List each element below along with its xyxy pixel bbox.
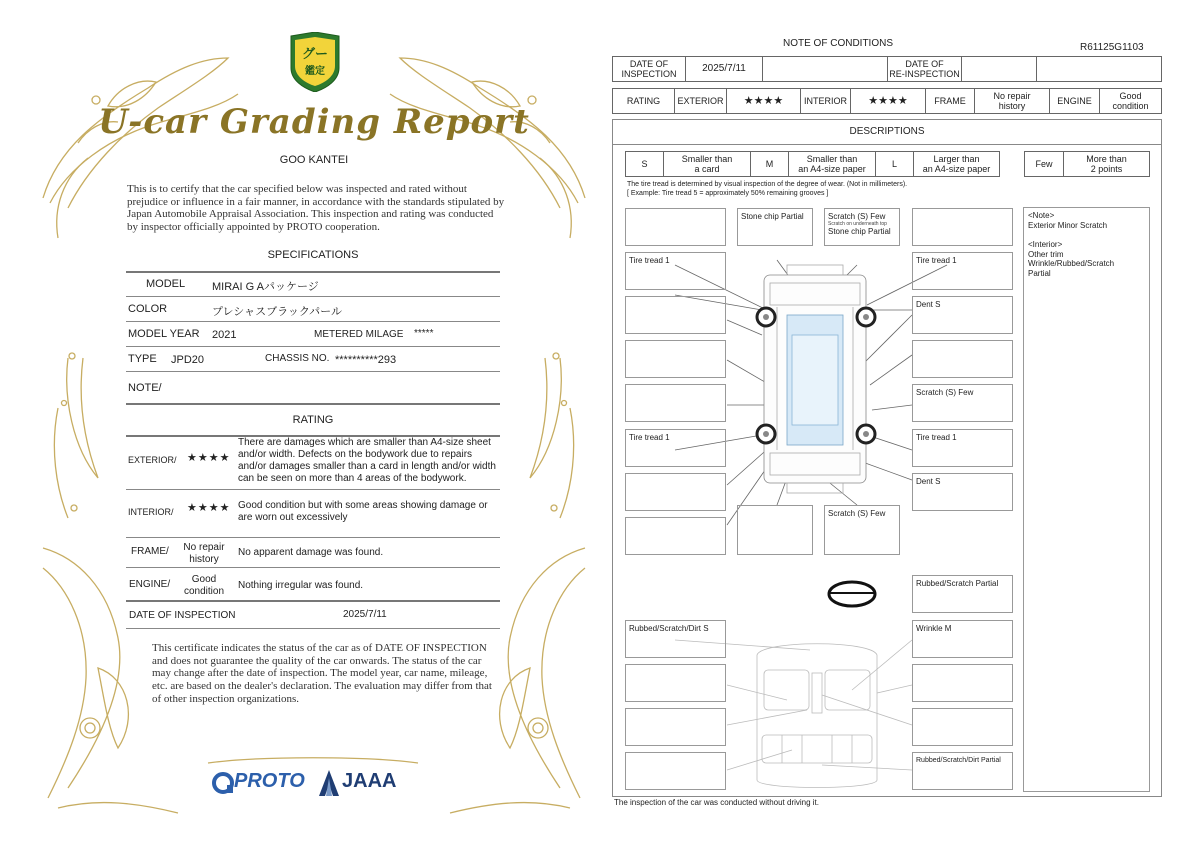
certify-paragraph: This is to certify that the car specified below was inspected and rated without prejudice or influence in a fair manner, in accordance with the standards stipulated by Japan Automobile Appraisal Association. This inspection and rating was conducted by inspector officially appointed by PROTO cooperation. [127,183,505,233]
legend-l-desc-2: an A4-size paper [922,164,991,174]
tire-note-2: [ Example: Tire tread 5 = approximately 50% remaining grooves ] [627,190,829,197]
frame-line1: No repair [993,91,1031,101]
certificate-footnote: This certificate indicates the status of the car as of DATE OF INSPECTION and does not guarantee the quality of the car onwards. The status of the car may change after the date of inspection. The model year, car name, mileage, etc. are based on the dealer's declaration. The evaluation may differ from that of other inspection organizations. [152,642,492,705]
damage-box-dent-1: Dent S [912,296,1013,334]
damage-box-front [824,208,900,246]
engine-value-line2: condition [183,586,225,597]
note-label: NOTE/ [128,382,162,394]
type-value: JPD20 [171,354,205,366]
note-line-3: Partial [1028,268,1051,278]
date-of-inspection-value: 2025/7/11 [343,609,387,620]
damage-box-empty [737,505,813,555]
legend-s: S [625,151,664,177]
note-panel [1023,207,1150,792]
damage-box-empty [912,208,1013,246]
legend-m-desc-2: an A4-size paper [798,164,866,174]
legend-s-desc [663,151,751,177]
divider [126,567,500,568]
legend-l: L [875,151,914,177]
divider [126,403,500,405]
legend-few-desc-2: 2 points [1090,164,1123,174]
frame-description: No apparent damage was found. [238,547,384,558]
model-label: MODEL [146,278,186,290]
model-year-label: MODEL YEAR [128,328,200,340]
divider [126,371,500,372]
engine-line1: Good [1119,91,1142,101]
interior-label: INTERIOR/ [128,507,174,517]
scratch-few-text: Scratch (S) Few [828,212,886,221]
specifications-heading: SPECIFICATIONS [267,249,359,261]
legend-few-desc [1063,151,1150,177]
scratch-underneath-text: Scratch on underneath top [828,221,887,227]
damage-box-empty [625,517,726,555]
damage-box-empty [625,664,726,702]
damage-box-empty [625,296,726,334]
model-year-value: 2021 [212,329,237,341]
tire-note-1: The tire tread is determined by visual inspection of the degree of wear. (Not in millimeters). [627,181,908,188]
damage-box-empty [625,473,726,511]
note-line-2: Wrinkle/Rubbed/Scratch [1028,259,1115,269]
interior-description: Good condition but with some areas showing damage or are worn out excessively [238,500,488,523]
legend-l-desc [913,151,1000,177]
svg-text:鑑定: 鑑定 [305,66,325,77]
frame-label-cell: FRAME [925,88,975,114]
date-of-inspection-label-cell [612,56,686,82]
note-line-1: Other trim [1028,249,1064,259]
metered-mileage-label: METERED MILAGE [314,329,404,340]
legend-m: M [750,151,789,177]
damage-box-tire-rear-right: Tire tread 1 [912,429,1013,467]
descriptions-heading: DESCRIPTIONS [612,119,1162,145]
legend-s-desc-2: a card [694,164,720,174]
frame-value-line2: history [189,554,219,565]
exterior-label: EXTERIOR/ [128,455,177,465]
bottom-note: The inspection of the car was conducted without driving it. [614,798,819,807]
frame-label: FRAME/ [131,546,169,557]
exterior-label-cell: EXTERIOR [674,88,727,114]
frame-value-line1: No repair [183,542,225,553]
conditions-title: NOTE OF CONDITIONS [783,38,893,49]
report-subtitle: GOO KANTEI [279,154,349,166]
damage-box-empty [912,664,1013,702]
damage-box-scratch: Scratch (S) Few [912,384,1013,422]
note-interior-heading: <Interior> [1028,240,1063,250]
divider [126,346,500,347]
damage-box-empty [625,208,726,246]
legend-l-desc-1: Larger than [933,154,980,164]
chassis-label: CHASSIS NO. [265,353,330,364]
rating-heading: RATING [292,414,334,426]
legend-few-desc-1: More than [1086,154,1127,164]
damage-box-empty [912,708,1013,746]
divider [126,628,500,629]
engine-label: ENGINE/ [129,579,171,590]
damage-box-rear: Scratch (S) Few [824,505,900,555]
proto-logo-icon [212,772,234,794]
damage-box-empty [625,384,726,422]
color-value: プレシャスブラックパール [212,306,342,318]
frame-value-cell [974,88,1050,114]
divider [126,537,500,538]
damage-box-empty [912,340,1013,378]
engine-label-cell: ENGINE [1049,88,1100,114]
interior-label-cell: INTERIOR [800,88,851,114]
damage-box-wrinkle: Wrinkle M [912,620,1013,658]
date-label-line2: INSPECTION [621,69,677,79]
damage-box-rear-seat: Rubbed/Scratch/Dirt Partial [912,752,1013,790]
empty-cell [1036,56,1162,82]
spacer [1028,230,1145,240]
exterior-description: There are damages which are smaller than A4-size sheet and/or width. Defects on the bodywork due to repairs and/or damages smaller than a card in length and/or width can be seen on more than 4 areas of the bodywork. [238,437,496,484]
damage-box-dent-2: Dent S [912,473,1013,511]
damage-box-stone-chip: Stone chip Partial [737,208,813,246]
re-inspection-label-cell [887,56,962,82]
reinsp-label-line2: RE-INSPECTION [889,69,960,79]
rating-label-cell: RATING [612,88,675,114]
damage-box-tire-front-left: Tire tread 1 [625,252,726,290]
exterior-stars-cell: ★★★★ [726,88,801,114]
engine-line2: condition [1112,101,1149,111]
engine-description: Nothing irregular was found. [238,580,364,591]
stone-chip-text: Stone chip Partial [828,227,891,236]
metered-mileage-value: ***** [414,328,434,339]
empty-cell [762,56,888,82]
divider [126,271,500,273]
exterior-stars: ★★★★ [187,452,231,464]
jaaa-logo-text: JAAA [342,770,397,792]
interior-stars: ★★★★ [187,502,231,514]
divider [126,600,500,602]
proto-logo-text: PROTO [234,770,305,792]
legend-few: Few [1024,151,1064,177]
divider [126,321,500,322]
chassis-value: **********293 [335,354,397,366]
re-inspection-value-cell [961,56,1037,82]
damage-box-tire-rear-left: Tire tread 1 [625,429,726,467]
report-title: U-car Grading Report [98,102,530,142]
frame-line2: history [998,101,1026,111]
damage-box-dash: Rubbed/Scratch/Dirt S [625,620,726,658]
engine-value-line1: Good [191,574,217,585]
model-value: MIRAI G Aパッケージ [212,281,319,293]
legend-m-desc [788,151,876,177]
interior-stars-cell: ★★★★ [850,88,926,114]
engine-value-cell [1099,88,1162,114]
legend-m-desc-1: Smaller than [806,154,858,164]
date-of-inspection-value-cell: 2025/7/11 [685,56,763,82]
svg-text:グー: グー [301,47,329,62]
damage-box-tire-front-right: Tire tread 1 [912,252,1013,290]
jaaa-logo-icon [319,770,339,796]
date-of-inspection-label: DATE OF INSPECTION [129,610,236,621]
color-label: COLOR [128,303,168,315]
date-label-line1: DATE OF [629,59,669,69]
damage-box-empty [625,752,726,790]
grading-certificate [38,28,590,818]
damage-box-empty [625,708,726,746]
note-heading: <Note> [1028,211,1055,220]
goo-kantei-badge [287,32,343,92]
damage-box-empty [625,340,726,378]
type-label: TYPE [128,353,157,365]
divider [126,489,500,490]
engine-value [176,574,232,598]
reinsp-label-line1: DATE OF [905,59,944,69]
note-exterior: Exterior Minor Scratch [1028,220,1108,230]
legend-s-desc-1: Smaller than [681,154,733,164]
frame-value [176,542,232,566]
report-code: R61125G1103 [1080,42,1144,53]
divider [126,296,500,297]
damage-box-steering: Rubbed/Scratch Partial [912,575,1013,613]
